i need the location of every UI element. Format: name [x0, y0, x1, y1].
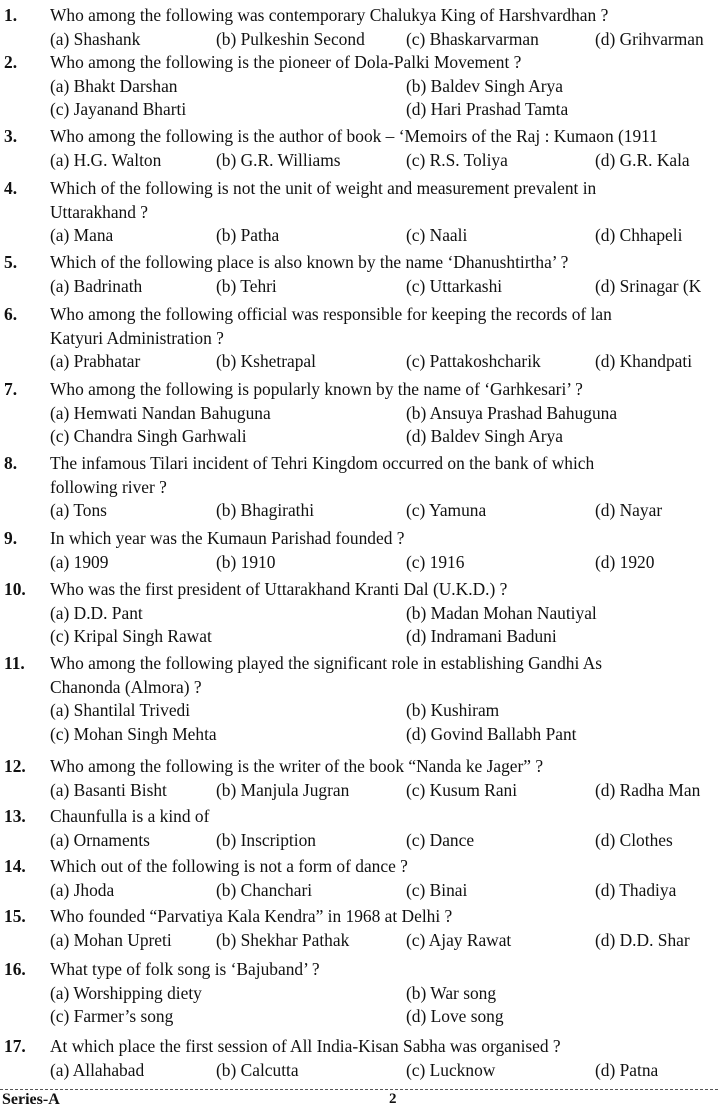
option-item: (d) 1920 — [595, 551, 655, 572]
option-item: (c) Pattakoshcharik — [406, 351, 541, 371]
question-number: 16. — [4, 959, 26, 979]
question-text-line: Which of the following place is also known by the name ‘Dhanushtirtha’ ? — [50, 252, 569, 272]
question-text-line: In which year was the Kumaun Parishad founded ? — [50, 528, 405, 548]
question-number: 5. — [4, 252, 18, 272]
option-item: (c) Jayanand Bharti — [50, 99, 187, 119]
option-item: (c) Naali — [406, 225, 468, 245]
question-text-line: following river ? — [50, 476, 167, 497]
question-number: 9. — [4, 528, 18, 548]
question-number: 8. — [4, 453, 18, 473]
question-text — [50, 51, 521, 75]
option-item: (a) Worshipping diety — [50, 982, 202, 1003]
option-item: (b) Bhagirathi — [216, 500, 315, 520]
question-text-line: Who among the following was contemporary Chalukya King of Harshvardhan ? — [50, 5, 609, 25]
option-item: (d) Radha Man — [595, 779, 701, 800]
option-item: (a) Shantilal Trivedi — [50, 700, 191, 720]
option-item: (c) Farmer’s song — [50, 1006, 174, 1026]
question-text — [50, 378, 583, 402]
option-item: (b) Tehri — [216, 275, 277, 296]
question-text-line: Who among the following is the writer of the book “Nanda ke Jager” ? — [50, 756, 544, 776]
option-item: (a) Tons — [50, 500, 107, 520]
option-item: (b) War song — [406, 982, 497, 1003]
option-item: (c) 1916 — [406, 551, 465, 572]
option-item: (d) Baldev Singh Arya — [406, 426, 563, 446]
option-item: (d) Govind Ballabh Pant — [406, 723, 577, 744]
question-text-line: Uttarakhand ? — [50, 201, 149, 222]
option-item: (d) Hari Prashad Tamta — [406, 99, 569, 119]
series-label: Series-A — [2, 1091, 60, 1108]
question-text-line: Who founded “Parvatiya Kala Kendra” in 1968 at Delhi ? — [50, 906, 453, 926]
question-text-line: At which place the first session of All India-Kisan Sabha was organised ? — [50, 1036, 561, 1056]
question-text-line: Chaunfulla is a kind of — [50, 806, 210, 826]
option-item: (a) Shashank — [50, 28, 141, 49]
question-number: 10. — [4, 579, 26, 599]
question-text — [50, 4, 608, 28]
footer-divider — [0, 1089, 718, 1090]
option-item: (b) Patha — [216, 225, 280, 245]
question-text-line: Which out of the following is not a form of dance ? — [50, 856, 408, 876]
question-text-line: Chanonda (Almora) ? — [50, 676, 202, 697]
option-item: (b) Madan Mohan Nautiyal — [406, 602, 597, 623]
option-item: (b) Ansuya Prashad Bahuguna — [406, 402, 618, 423]
question-text — [50, 1035, 561, 1059]
option-item: (b) Pulkeshin Second — [216, 28, 365, 49]
option-item: (b) Kushiram — [406, 700, 500, 720]
question-text — [50, 125, 658, 149]
question-text — [50, 905, 452, 929]
question-text — [50, 805, 209, 829]
option-item: (a) D.D. Pant — [50, 602, 143, 623]
option-item: (a) Basanti Bisht — [50, 779, 167, 800]
option-item: (a) Jhoda — [50, 879, 115, 900]
question-text — [50, 251, 568, 275]
question-text-line: The infamous Tilari incident of Tehri Kingdom occurred on the bank of which — [50, 453, 595, 473]
question-number: 14. — [4, 856, 26, 876]
question-text-line: Who among the following is the pioneer of Dola-Palki Movement ? — [50, 52, 522, 72]
option-item: (c) Kusum Rani — [406, 779, 518, 800]
option-item: (a) H.G. Walton — [50, 149, 162, 170]
question-text — [50, 855, 408, 879]
option-item: (d) Thadiya — [595, 879, 677, 900]
option-item: (d) Chhapeli — [595, 225, 683, 245]
question-number: 17. — [4, 1036, 26, 1056]
question-number: 7. — [4, 379, 18, 399]
question-text — [50, 578, 507, 602]
option-item: (a) Mohan Upreti — [50, 929, 172, 950]
option-item: (a) Hemwati Nandan Bahuguna — [50, 402, 271, 423]
option-item: (b) 1910 — [216, 551, 276, 572]
question-text-line: Who among the following is popularly known by the name of ‘Garhkesari’ ? — [50, 379, 583, 399]
option-item: (d) G.R. Kala — [595, 149, 690, 170]
option-item: (a) Badrinath — [50, 275, 143, 296]
option-item: (a) 1909 — [50, 551, 109, 572]
question-text — [50, 652, 602, 699]
question-number: 13. — [4, 806, 26, 826]
option-item: (a) Mana — [50, 225, 114, 245]
question-number: 4. — [4, 178, 18, 198]
option-item: (b) Chanchari — [216, 879, 313, 900]
question-text-line: Who among the following is the author of book – ‘Memoirs of the Raj : Kumaon (1911 — [50, 126, 658, 146]
option-item: (a) Bhakt Darshan — [50, 75, 178, 96]
question-number: 1. — [4, 5, 18, 25]
option-item: (b) G.R. Williams — [216, 149, 341, 170]
option-item: (a) Ornaments — [50, 829, 150, 850]
option-item: (d) Indramani Baduni — [406, 626, 557, 646]
question-number: 11. — [4, 653, 25, 673]
option-item: (c) Kripal Singh Rawat — [50, 626, 212, 646]
question-number: 3. — [4, 126, 18, 146]
question-text-line: Which of the following is not the unit of weight and measurement prevalent in — [50, 178, 597, 198]
page-number: 2 — [389, 1091, 397, 1107]
option-item: (c) Bhaskarvarman — [406, 28, 539, 49]
question-text — [50, 755, 543, 779]
option-item: (a) Allahabad — [50, 1059, 145, 1080]
option-item: (c) Uttarkashi — [406, 275, 503, 296]
option-item: (b) Inscription — [216, 829, 316, 850]
option-item: (c) R.S. Toliya — [406, 149, 508, 170]
option-item: (c) Ajay Rawat — [406, 929, 512, 950]
question-text-line: Katyuri Administration ? — [50, 327, 224, 348]
question-text — [50, 452, 594, 499]
option-item: (d) Clothes — [595, 829, 673, 850]
question-text-line: Who was the first president of Uttarakhand Kranti Dal (U.K.D.) ? — [50, 579, 508, 599]
option-item: (d) D.D. Shar — [595, 929, 690, 950]
option-item: (c) Dance — [406, 829, 475, 850]
option-item: (c) Chandra Singh Garhwali — [50, 426, 247, 446]
question-number: 6. — [4, 304, 18, 324]
question-number: 12. — [4, 756, 26, 776]
question-number: 2. — [4, 52, 18, 72]
question-text-line: Who among the following played the significant role in establishing Gandhi As — [50, 653, 603, 673]
option-item: (b) Kshetrapal — [216, 351, 316, 371]
option-item: (c) Yamuna — [406, 500, 487, 520]
question-text-line: Who among the following official was responsible for keeping the records of lan — [50, 304, 612, 324]
option-item: (a) Prabhatar — [50, 351, 141, 371]
option-item: (d) Khandpati — [595, 351, 693, 371]
option-item: (d) Srinagar (K — [595, 275, 702, 296]
option-item: (d) Nayar — [595, 500, 663, 520]
question-text — [50, 527, 404, 551]
option-item: (d) Grihvarman — [595, 28, 704, 49]
option-item: (d) Love song — [406, 1006, 504, 1026]
option-item: (c) Binai — [406, 879, 468, 900]
option-item: (b) Manjula Jugran — [216, 779, 350, 800]
question-number: 15. — [4, 906, 26, 926]
option-item: (d) Patna — [595, 1059, 659, 1080]
option-item: (c) Lucknow — [406, 1059, 496, 1080]
option-item: (c) Mohan Singh Mehta — [50, 723, 217, 744]
question-text — [50, 303, 612, 350]
option-item: (b) Calcutta — [216, 1059, 299, 1080]
question-text — [50, 958, 320, 982]
question-text — [50, 177, 596, 224]
option-item: (b) Baldev Singh Arya — [406, 75, 563, 96]
question-text-line: What type of folk song is ‘Bajuband’ ? — [50, 959, 320, 979]
option-item: (b) Shekhar Pathak — [216, 929, 350, 950]
